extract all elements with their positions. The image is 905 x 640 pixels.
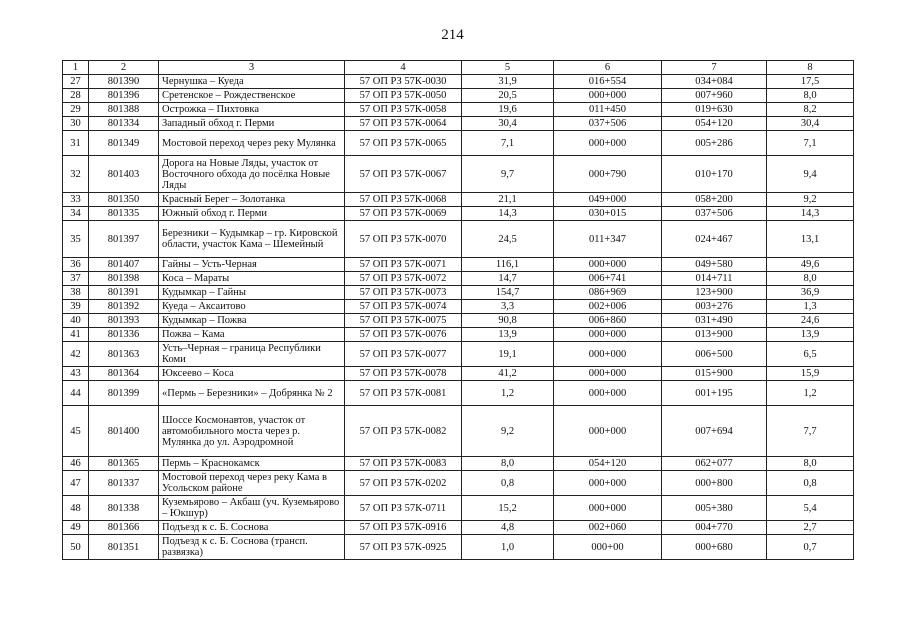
length-cell: 90,8 [462,314,554,328]
road-name-cell: Кудымкар – Пожва [159,314,345,328]
length-cell: 7,1 [462,131,554,156]
end-km-cell: 005+286 [662,131,767,156]
road-name-cell: Кудымкар – Гайны [159,286,345,300]
code-cell: 801351 [89,535,159,560]
road-id-cell: 57 ОП РЗ 57К-0083 [345,457,462,471]
end-km-cell: 049+580 [662,258,767,272]
end-km-cell: 014+711 [662,272,767,286]
length-cell: 31,9 [462,75,554,89]
length-cell: 13,9 [462,328,554,342]
road-id-cell: 57 ОП РЗ 57К-0075 [345,314,462,328]
length-cell: 24,5 [462,221,554,258]
road-id-cell: 57 ОП РЗ 57К-0078 [345,367,462,381]
road-id-cell: 57 ОП РЗ 57К-0069 [345,207,462,221]
start-km-cell: 006+741 [554,272,662,286]
code-cell: 801363 [89,342,159,367]
start-km-cell: 000+000 [554,381,662,406]
column-header: 2 [89,61,159,75]
road-name-cell: Дорога на Новые Ляды, участок от Восточного обхода до посёлка Новые Ляды [159,156,345,193]
length-cell: 0,8 [462,471,554,496]
row-number-cell: 42 [63,342,89,367]
start-km-cell: 049+000 [554,193,662,207]
start-km-cell: 006+860 [554,314,662,328]
row-number-cell: 44 [63,381,89,406]
start-km-cell: 002+060 [554,521,662,535]
table-row [63,221,854,258]
length-cell: 15,2 [462,496,554,521]
column-header: 3 [159,61,345,75]
table-header-row [63,61,854,75]
road-id-cell: 57 ОП РЗ 57К-0065 [345,131,462,156]
road-id-cell: 57 ОП РЗ 57К-0711 [345,496,462,521]
table-row [63,457,854,471]
column-header: 4 [345,61,462,75]
row-number-cell: 28 [63,89,89,103]
table-row [63,258,854,272]
row-number-cell: 34 [63,207,89,221]
value-cell: 9,2 [767,193,854,207]
value-cell: 6,5 [767,342,854,367]
road-id-cell: 57 ОП РЗ 57К-0050 [345,89,462,103]
length-cell: 19,1 [462,342,554,367]
end-km-cell: 019+630 [662,103,767,117]
start-km-cell: 002+006 [554,300,662,314]
road-name-cell: Западный обход г. Перми [159,117,345,131]
end-km-cell: 013+900 [662,328,767,342]
table-row [63,406,854,457]
road-id-cell: 57 ОП РЗ 57К-0072 [345,272,462,286]
road-id-cell: 57 ОП РЗ 57К-0202 [345,471,462,496]
road-name-cell: Пермь – Краснокамск [159,457,345,471]
table-row [63,75,854,89]
column-header: 7 [662,61,767,75]
road-name-cell: «Пермь – Березники» – Добрянка № 2 [159,381,345,406]
column-header: 6 [554,61,662,75]
code-cell: 801388 [89,103,159,117]
table-row [63,496,854,521]
road-name-cell: Мостовой переход через реку Мулянка [159,131,345,156]
start-km-cell: 000+000 [554,471,662,496]
code-cell: 801338 [89,496,159,521]
length-cell: 1,0 [462,535,554,560]
code-cell: 801400 [89,406,159,457]
row-number-cell: 32 [63,156,89,193]
row-number-cell: 43 [63,367,89,381]
row-number-cell: 40 [63,314,89,328]
end-km-cell: 123+900 [662,286,767,300]
road-id-cell: 57 ОП РЗ 57К-0074 [345,300,462,314]
start-km-cell: 000+000 [554,406,662,457]
end-km-cell: 058+200 [662,193,767,207]
start-km-cell: 000+000 [554,367,662,381]
value-cell: 2,7 [767,521,854,535]
length-cell: 116,1 [462,258,554,272]
row-number-cell: 41 [63,328,89,342]
road-name-cell: Березники – Кудымкар – гр. Кировской области, участок Кама – Шемейный [159,221,345,258]
road-name-cell: Южный обход г. Перми [159,207,345,221]
road-id-cell: 57 ОП РЗ 57К-0073 [345,286,462,300]
road-name-cell: Усть–Черная – граница Республики Коми [159,342,345,367]
table-row [63,535,854,560]
road-id-cell: 57 ОП РЗ 57К-0064 [345,117,462,131]
table-row [63,471,854,496]
code-cell: 801397 [89,221,159,258]
value-cell: 8,2 [767,103,854,117]
code-cell: 801396 [89,89,159,103]
end-km-cell: 004+770 [662,521,767,535]
road-id-cell: 57 ОП РЗ 57К-0076 [345,328,462,342]
start-km-cell: 030+015 [554,207,662,221]
end-km-cell: 005+380 [662,496,767,521]
start-km-cell: 000+000 [554,496,662,521]
length-cell: 9,2 [462,406,554,457]
value-cell: 0,8 [767,471,854,496]
start-km-cell: 000+000 [554,328,662,342]
end-km-cell: 024+467 [662,221,767,258]
table-row [63,131,854,156]
code-cell: 801407 [89,258,159,272]
code-cell: 801336 [89,328,159,342]
value-cell: 17,5 [767,75,854,89]
end-km-cell: 037+506 [662,207,767,221]
code-cell: 801399 [89,381,159,406]
road-name-cell: Острожка – Пихтовка [159,103,345,117]
value-cell: 8,0 [767,89,854,103]
code-cell: 801350 [89,193,159,207]
road-name-cell: Красный Берег – Золотанка [159,193,345,207]
road-name-cell: Куеда – Аксаитово [159,300,345,314]
start-km-cell: 016+554 [554,75,662,89]
code-cell: 801393 [89,314,159,328]
road-id-cell: 57 ОП РЗ 57К-0925 [345,535,462,560]
length-cell: 9,7 [462,156,554,193]
length-cell: 14,3 [462,207,554,221]
value-cell: 7,7 [767,406,854,457]
start-km-cell: 000+000 [554,342,662,367]
row-number-cell: 37 [63,272,89,286]
table-row [63,367,854,381]
road-name-cell: Пожва – Кама [159,328,345,342]
road-id-cell: 57 ОП РЗ 57К-0058 [345,103,462,117]
table-row [63,381,854,406]
code-cell: 801390 [89,75,159,89]
road-name-cell: Шоссе Космонавтов, участок от автомобильного моста через р. Мулянка до ул. Аэродромной [159,406,345,457]
start-km-cell: 011+347 [554,221,662,258]
length-cell: 4,8 [462,521,554,535]
end-km-cell: 006+500 [662,342,767,367]
row-number-cell: 38 [63,286,89,300]
code-cell: 801334 [89,117,159,131]
table-row [63,117,854,131]
road-name-cell: Подъезд к с. Б. Соснова [159,521,345,535]
row-number-cell: 46 [63,457,89,471]
value-cell: 49,6 [767,258,854,272]
length-cell: 21,1 [462,193,554,207]
row-number-cell: 27 [63,75,89,89]
code-cell: 801391 [89,286,159,300]
code-cell: 801335 [89,207,159,221]
row-number-cell: 36 [63,258,89,272]
road-name-cell: Мостовой переход через реку Кама в Усольском районе [159,471,345,496]
row-number-cell: 48 [63,496,89,521]
row-number-cell: 39 [63,300,89,314]
end-km-cell: 015+900 [662,367,767,381]
road-id-cell: 57 ОП РЗ 57К-0067 [345,156,462,193]
road-id-cell: 57 ОП РЗ 57К-0030 [345,75,462,89]
road-id-cell: 57 ОП РЗ 57К-0082 [345,406,462,457]
road-id-cell: 57 ОП РЗ 57К-0068 [345,193,462,207]
value-cell: 5,4 [767,496,854,521]
road-name-cell: Коса – Мараты [159,272,345,286]
length-cell: 41,2 [462,367,554,381]
table-row [63,300,854,314]
value-cell: 24,6 [767,314,854,328]
road-id-cell: 57 ОП РЗ 57К-0081 [345,381,462,406]
table-row [63,521,854,535]
value-cell: 1,2 [767,381,854,406]
end-km-cell: 054+120 [662,117,767,131]
value-cell: 36,9 [767,286,854,300]
end-km-cell: 000+680 [662,535,767,560]
table-row [63,328,854,342]
row-number-cell: 33 [63,193,89,207]
start-km-cell: 037+506 [554,117,662,131]
end-km-cell: 003+276 [662,300,767,314]
row-number-cell: 45 [63,406,89,457]
value-cell: 7,1 [767,131,854,156]
end-km-cell: 062+077 [662,457,767,471]
road-name-cell: Сретенское – Рождественское [159,89,345,103]
length-cell: 3,3 [462,300,554,314]
length-cell: 20,5 [462,89,554,103]
table-row [63,272,854,286]
road-id-cell: 57 ОП РЗ 57К-0916 [345,521,462,535]
code-cell: 801364 [89,367,159,381]
row-number-cell: 50 [63,535,89,560]
road-name-cell: Чернушка – Куеда [159,75,345,89]
code-cell: 801337 [89,471,159,496]
length-cell: 30,4 [462,117,554,131]
end-km-cell: 010+170 [662,156,767,193]
end-km-cell: 034+084 [662,75,767,89]
table-row [63,286,854,300]
code-cell: 801392 [89,300,159,314]
column-header: 8 [767,61,854,75]
table-row [63,156,854,193]
length-cell: 154,7 [462,286,554,300]
table-row [63,89,854,103]
row-number-cell: 29 [63,103,89,117]
code-cell: 801365 [89,457,159,471]
start-km-cell: 000+000 [554,258,662,272]
table-row [63,314,854,328]
row-number-cell: 49 [63,521,89,535]
value-cell: 8,0 [767,272,854,286]
value-cell: 0,7 [767,535,854,560]
start-km-cell: 011+450 [554,103,662,117]
code-cell: 801403 [89,156,159,193]
end-km-cell: 031+490 [662,314,767,328]
start-km-cell: 086+969 [554,286,662,300]
end-km-cell: 007+960 [662,89,767,103]
road-registry-table [62,60,854,560]
value-cell: 14,3 [767,207,854,221]
row-number-cell: 31 [63,131,89,156]
value-cell: 9,4 [767,156,854,193]
end-km-cell: 000+800 [662,471,767,496]
value-cell: 30,4 [767,117,854,131]
column-header: 1 [63,61,89,75]
code-cell: 801366 [89,521,159,535]
start-km-cell: 054+120 [554,457,662,471]
value-cell: 15,9 [767,367,854,381]
table-row [63,193,854,207]
start-km-cell: 000+000 [554,89,662,103]
end-km-cell: 007+694 [662,406,767,457]
length-cell: 14,7 [462,272,554,286]
table-row [63,342,854,367]
value-cell: 8,0 [767,457,854,471]
road-id-cell: 57 ОП РЗ 57К-0077 [345,342,462,367]
length-cell: 19,6 [462,103,554,117]
length-cell: 1,2 [462,381,554,406]
value-cell: 13,9 [767,328,854,342]
table-row [63,103,854,117]
start-km-cell: 000+00 [554,535,662,560]
end-km-cell: 001+195 [662,381,767,406]
page-number: 214 [441,27,464,43]
row-number-cell: 47 [63,471,89,496]
length-cell: 8,0 [462,457,554,471]
road-name-cell: Подъезд к с. Б. Соснова (трансп. развязка) [159,535,345,560]
road-id-cell: 57 ОП РЗ 57К-0070 [345,221,462,258]
code-cell: 801349 [89,131,159,156]
value-cell: 13,1 [767,221,854,258]
road-name-cell: Гайны – Усть-Черная [159,258,345,272]
road-name-cell: Куземьярово – Акбаш (уч. Куземьярово – Юкшур) [159,496,345,521]
value-cell: 1,3 [767,300,854,314]
row-number-cell: 35 [63,221,89,258]
row-number-cell: 30 [63,117,89,131]
start-km-cell: 000+790 [554,156,662,193]
road-id-cell: 57 ОП РЗ 57К-0071 [345,258,462,272]
start-km-cell: 000+000 [554,131,662,156]
code-cell: 801398 [89,272,159,286]
column-header: 5 [462,61,554,75]
table-row [63,207,854,221]
road-name-cell: Юксеево – Коса [159,367,345,381]
